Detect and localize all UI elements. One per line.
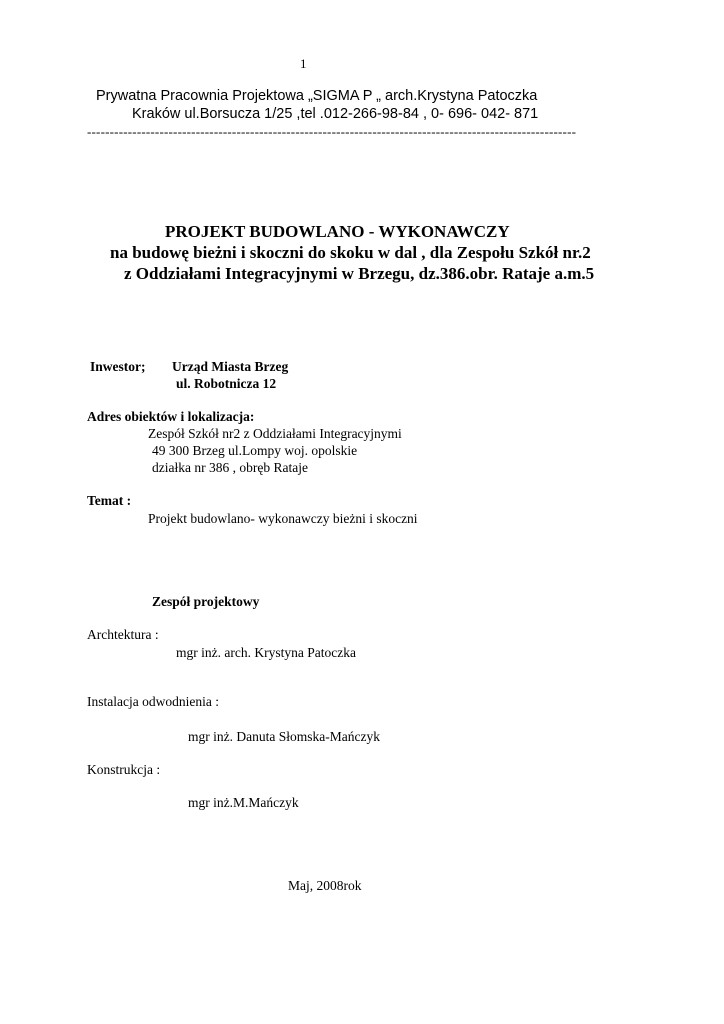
location-line-parcel: działka nr 386 , obręb Rataje [152, 460, 308, 475]
header-separator: ------------------------------------------------------------------------------------------------------------ [87, 124, 577, 139]
topic-text: Projekt budowlano- wykonawczy bieżni i skoczni [148, 511, 418, 526]
investor-name: Urząd Miasta Brzeg [172, 359, 289, 374]
location-line-school: Zespół Szkół nr2 z Oddziałami Integracyjnymi [148, 426, 402, 441]
investor-label: Inwestor; [90, 359, 146, 374]
architecture-label: Archtektura : [87, 627, 159, 642]
drainage-label: Instalacja odwodnienia : [87, 694, 219, 709]
team-heading: Zespół projektowy [152, 594, 260, 609]
construction-label: Konstrukcja : [87, 762, 161, 777]
office-name-line: Prywatna Pracownia Projektowa „SIGMA P „ arch.Krystyna Patoczka [96, 88, 538, 104]
construction-designer: mgr inż.M.Mańczyk [188, 795, 299, 810]
document-title: PROJEKT BUDOWLANO - WYKONAWCZY [165, 222, 510, 241]
location-label: Adres obiektów i lokalizacja: [87, 409, 255, 424]
document-subtitle-line2: z Oddziałami Integracyjnymi w Brzegu, dz.386.obr. Rataje a.m.5 [124, 264, 595, 283]
office-address-line: Kraków ul.Borsucza 1/25 ,tel .012-266-98-84 , 0- 696- 042- 871 [132, 106, 539, 122]
location-line-street: 49 300 Brzeg ul.Lompy woj. opolskie [152, 443, 358, 458]
architecture-designer: mgr inż. arch. Krystyna Patoczka [176, 645, 356, 660]
document-date: Maj, 2008rok [288, 878, 362, 893]
document-subtitle-line1: na budowę bieżni i skoczni do skoku w dal , dla Zespołu Szkół nr.2 [110, 243, 591, 262]
page-number: 1 [300, 56, 307, 71]
topic-label: Temat : [87, 493, 132, 508]
drainage-designer: mgr inż. Danuta Słomska-Mańczyk [188, 729, 380, 744]
investor-address: ul. Robotnicza 12 [176, 376, 277, 391]
